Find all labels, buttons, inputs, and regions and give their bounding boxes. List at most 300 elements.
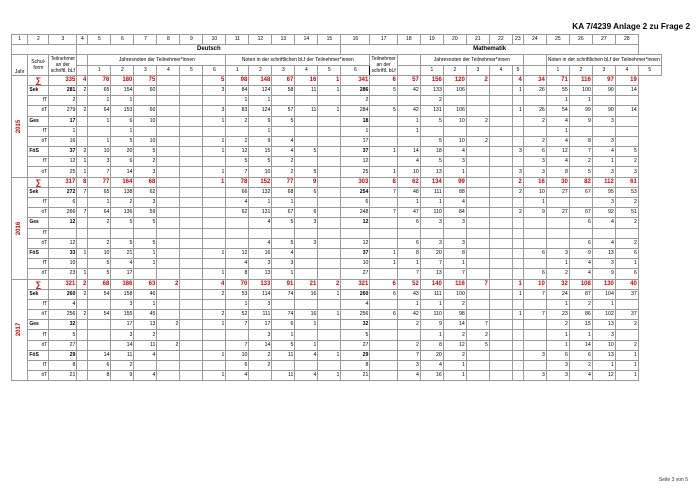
- value-cell: 7: [523, 310, 546, 320]
- value-cell: 1: [249, 198, 272, 208]
- value-cell: 14: [397, 147, 420, 157]
- value-cell: 1: [203, 136, 226, 146]
- value-cell: 6: [523, 269, 546, 279]
- value-cell: 2: [512, 177, 523, 187]
- value-cell: [157, 208, 180, 218]
- value-cell: [466, 147, 489, 157]
- value-cell: 8: [88, 371, 111, 381]
- value-cell: 12: [341, 157, 370, 167]
- value-cell: [466, 198, 489, 208]
- value-cell: 1: [512, 279, 523, 289]
- value-cell: 4: [272, 136, 295, 146]
- value-cell: [134, 126, 157, 136]
- value-cell: 6: [272, 320, 295, 330]
- value-cell: 9: [249, 116, 272, 126]
- value-cell: 272: [49, 187, 77, 197]
- value-cell: [420, 228, 443, 238]
- value-cell: 13: [592, 248, 615, 258]
- value-cell: [180, 75, 203, 85]
- value-cell: [318, 167, 341, 177]
- column-number: 25: [546, 35, 569, 45]
- value-cell: 1: [569, 96, 592, 106]
- value-cell: 5: [370, 85, 397, 95]
- value-cell: [157, 228, 180, 238]
- value-cell: [512, 136, 523, 146]
- value-cell: [203, 330, 226, 340]
- value-cell: 1: [318, 289, 341, 299]
- value-cell: 40: [615, 279, 638, 289]
- year-label: [12, 177, 28, 279]
- value-cell: 19: [615, 75, 638, 85]
- value-cell: 1: [203, 269, 226, 279]
- schulform-label: FöS: [28, 248, 49, 258]
- schulform-label: Ges: [28, 218, 49, 228]
- value-cell: 4: [592, 147, 615, 157]
- value-cell: [489, 75, 512, 85]
- value-cell: [180, 299, 203, 309]
- value-cell: [466, 238, 489, 248]
- value-cell: 42: [397, 106, 420, 116]
- value-cell: [523, 340, 546, 350]
- value-cell: [180, 320, 203, 330]
- value-cell: [203, 361, 226, 371]
- value-cell: 4: [134, 371, 157, 381]
- value-cell: [489, 85, 512, 95]
- value-cell: 6: [569, 218, 592, 228]
- value-cell: [512, 198, 523, 208]
- value-cell: [180, 96, 203, 106]
- value-cell: 1: [615, 350, 638, 360]
- value-cell: [318, 238, 341, 248]
- value-cell: 5: [226, 157, 249, 167]
- value-cell: 98: [226, 75, 249, 85]
- value-cell: [370, 198, 397, 208]
- value-cell: 1: [226, 96, 249, 106]
- value-cell: [203, 299, 226, 309]
- year-text: 2015: [16, 119, 23, 133]
- value-cell: [157, 116, 180, 126]
- value-cell: 1: [318, 85, 341, 95]
- value-cell: 1: [203, 320, 226, 330]
- value-cell: [370, 340, 397, 350]
- value-cell: [88, 228, 111, 238]
- grade-label: 1: [226, 65, 249, 75]
- value-cell: 4: [443, 147, 466, 157]
- value-cell: 14: [443, 320, 466, 330]
- value-cell: [512, 157, 523, 167]
- value-cell: 1: [397, 126, 420, 136]
- value-cell: [341, 228, 370, 238]
- value-cell: [512, 350, 523, 360]
- schulform-label: fT: [28, 361, 49, 371]
- value-cell: 13: [420, 167, 443, 177]
- value-cell: [592, 96, 615, 106]
- value-cell: 34: [523, 75, 546, 85]
- value-cell: [318, 157, 341, 167]
- value-cell: 154: [111, 85, 134, 95]
- value-cell: [88, 340, 111, 350]
- value-cell: 7: [466, 279, 489, 289]
- value-cell: 66: [226, 187, 249, 197]
- value-cell: 21: [111, 248, 134, 258]
- value-cell: [443, 228, 466, 238]
- value-cell: [157, 85, 180, 95]
- value-cell: 24: [546, 289, 569, 299]
- value-cell: 5: [134, 238, 157, 248]
- value-cell: [466, 187, 489, 197]
- value-cell: 98: [443, 310, 466, 320]
- value-cell: [443, 126, 466, 136]
- value-cell: 2: [443, 350, 466, 360]
- value-cell: [318, 320, 341, 330]
- column-number: 23: [512, 35, 523, 45]
- value-cell: 1: [420, 330, 443, 340]
- value-cell: [77, 198, 88, 208]
- value-cell: 37: [615, 310, 638, 320]
- value-cell: 1: [370, 259, 397, 269]
- value-cell: 6: [615, 248, 638, 258]
- column-number: 4: [77, 35, 88, 45]
- value-cell: 27: [546, 187, 569, 197]
- value-cell: 158: [111, 289, 134, 299]
- value-cell: 2: [466, 330, 489, 340]
- value-cell: 2: [88, 238, 111, 248]
- value-cell: 2: [546, 320, 569, 330]
- column-number: 10: [203, 35, 226, 45]
- value-cell: 65: [88, 85, 111, 95]
- sub-row: [12, 208, 662, 218]
- schulform-row: [12, 116, 662, 126]
- value-cell: 1: [370, 167, 397, 177]
- value-cell: [370, 330, 397, 340]
- schulform-label: öT: [28, 371, 49, 381]
- value-cell: 62: [397, 177, 420, 187]
- value-cell: 341: [341, 75, 370, 85]
- value-cell: 51: [615, 208, 638, 218]
- value-cell: 6: [111, 116, 134, 126]
- value-cell: [466, 106, 489, 116]
- sub-row: [12, 106, 662, 116]
- value-cell: 256: [49, 310, 77, 320]
- value-cell: 7: [77, 208, 88, 218]
- value-cell: 5: [111, 218, 134, 228]
- value-cell: 2: [249, 361, 272, 371]
- value-cell: [180, 238, 203, 248]
- value-cell: 2: [443, 330, 466, 340]
- value-cell: [180, 289, 203, 299]
- value-cell: [180, 310, 203, 320]
- value-cell: [523, 238, 546, 248]
- value-cell: 5: [420, 116, 443, 126]
- value-cell: 130: [592, 279, 615, 289]
- value-cell: 10: [443, 136, 466, 146]
- value-cell: 2: [569, 299, 592, 309]
- value-cell: 6: [546, 350, 569, 360]
- schulform-label: Sek: [28, 187, 49, 197]
- value-cell: [397, 96, 420, 106]
- value-cell: 1: [249, 126, 272, 136]
- value-cell: 3: [111, 330, 134, 340]
- value-cell: [226, 330, 249, 340]
- value-cell: 1: [77, 167, 88, 177]
- value-cell: 2: [77, 147, 88, 157]
- value-cell: 55: [546, 85, 569, 95]
- value-cell: 15: [569, 320, 592, 330]
- column-number: 19: [420, 35, 443, 45]
- value-cell: 4: [249, 218, 272, 228]
- value-cell: 8: [397, 248, 420, 258]
- value-cell: [523, 320, 546, 330]
- value-cell: 4: [546, 116, 569, 126]
- value-cell: [180, 361, 203, 371]
- value-cell: 9: [523, 208, 546, 218]
- value-cell: 75: [134, 75, 157, 85]
- value-cell: 2: [341, 96, 370, 106]
- value-cell: 3: [592, 167, 615, 177]
- value-cell: [77, 228, 88, 238]
- column-number-row: [12, 35, 662, 45]
- grade-label: 4: [489, 65, 512, 75]
- grade-label: 2: [249, 65, 272, 75]
- value-cell: [203, 218, 226, 228]
- sub-row: [12, 330, 662, 340]
- year-text: 2017: [16, 323, 23, 337]
- value-cell: [466, 299, 489, 309]
- value-cell: 7: [397, 350, 420, 360]
- grade-label: 2: [443, 65, 466, 75]
- value-cell: [77, 238, 88, 248]
- value-cell: [77, 126, 88, 136]
- value-cell: [203, 96, 226, 106]
- column-number: 16: [341, 35, 370, 45]
- value-cell: 2: [49, 96, 77, 106]
- sub-row: [12, 259, 662, 269]
- value-cell: 8: [226, 269, 249, 279]
- value-cell: [523, 259, 546, 269]
- value-cell: [489, 187, 512, 197]
- value-cell: [397, 136, 420, 146]
- value-cell: 2: [157, 279, 180, 289]
- value-cell: [88, 299, 111, 309]
- value-cell: 2: [77, 279, 88, 289]
- sub-row: [12, 361, 662, 371]
- sum-row: [12, 279, 662, 289]
- value-cell: [523, 96, 546, 106]
- value-cell: [318, 116, 341, 126]
- value-cell: 5: [272, 238, 295, 248]
- value-cell: 12: [49, 157, 77, 167]
- grade-label: 2: [111, 65, 134, 75]
- value-cell: 10: [397, 167, 420, 177]
- value-cell: 6: [615, 269, 638, 279]
- value-cell: 32: [49, 320, 77, 330]
- value-cell: 1: [569, 330, 592, 340]
- value-cell: 91: [272, 279, 295, 289]
- value-cell: 6: [569, 350, 592, 360]
- value-cell: 5: [111, 136, 134, 146]
- value-cell: 148: [249, 75, 272, 85]
- value-cell: 4: [203, 279, 226, 289]
- value-cell: 20: [420, 350, 443, 360]
- value-cell: 46: [134, 289, 157, 299]
- grade-label: 1: [420, 65, 443, 75]
- value-cell: [569, 198, 592, 208]
- value-cell: [489, 126, 512, 136]
- value-cell: 1: [88, 198, 111, 208]
- value-cell: 4: [397, 157, 420, 167]
- value-cell: [180, 126, 203, 136]
- grade-header-row: [12, 65, 662, 75]
- value-cell: 4: [295, 371, 318, 381]
- value-cell: [272, 361, 295, 371]
- value-cell: 10: [49, 259, 77, 269]
- value-cell: 16: [49, 136, 77, 146]
- value-cell: 47: [397, 208, 420, 218]
- value-cell: 61: [615, 177, 638, 187]
- value-cell: [512, 126, 523, 136]
- value-cell: [615, 116, 638, 126]
- value-cell: 13: [249, 269, 272, 279]
- value-cell: [318, 340, 341, 350]
- value-cell: [466, 85, 489, 95]
- value-cell: 17: [249, 320, 272, 330]
- value-cell: [489, 157, 512, 167]
- value-cell: 15: [249, 147, 272, 157]
- value-cell: [77, 116, 88, 126]
- value-cell: 42: [397, 310, 420, 320]
- value-cell: 1: [203, 177, 226, 187]
- value-cell: [466, 126, 489, 136]
- value-cell: 10: [88, 248, 111, 258]
- value-cell: 3: [397, 361, 420, 371]
- value-cell: 2: [157, 340, 180, 350]
- value-cell: 10: [592, 340, 615, 350]
- value-cell: 1: [88, 116, 111, 126]
- value-cell: 2: [569, 361, 592, 371]
- value-cell: 5: [49, 330, 77, 340]
- value-cell: 4: [272, 248, 295, 258]
- schulform-row: [12, 289, 662, 299]
- value-cell: 23: [49, 269, 77, 279]
- value-cell: 2: [249, 350, 272, 360]
- value-cell: 17: [111, 269, 134, 279]
- value-cell: 1: [203, 350, 226, 360]
- value-cell: 14: [88, 350, 111, 360]
- value-cell: 2: [111, 361, 134, 371]
- value-cell: 14: [249, 340, 272, 350]
- grade-label: 5: [180, 65, 203, 75]
- value-cell: 64: [88, 208, 111, 218]
- value-cell: 1: [77, 269, 88, 279]
- value-cell: 12: [341, 218, 370, 228]
- header-teilnehmer-ma: Teilnehmer an der schriftl. bLf: [371, 56, 396, 75]
- value-cell: [443, 96, 466, 106]
- value-cell: 186: [111, 279, 134, 289]
- value-cell: 21: [341, 371, 370, 381]
- value-cell: 5: [203, 75, 226, 85]
- value-cell: [295, 126, 318, 136]
- value-cell: 2: [203, 310, 226, 320]
- value-cell: 6: [397, 238, 420, 248]
- value-cell: [318, 208, 341, 218]
- value-cell: 53: [226, 289, 249, 299]
- value-cell: 1: [318, 371, 341, 381]
- value-cell: 87: [569, 289, 592, 299]
- value-cell: 100: [569, 85, 592, 95]
- value-cell: 1: [203, 167, 226, 177]
- value-cell: 74: [272, 310, 295, 320]
- sub-row: [12, 371, 662, 381]
- value-cell: 71: [546, 75, 569, 85]
- value-cell: 6: [111, 157, 134, 167]
- value-cell: 1: [134, 299, 157, 309]
- value-cell: 9: [569, 248, 592, 258]
- value-cell: [295, 259, 318, 269]
- value-cell: 84: [226, 85, 249, 95]
- value-cell: 11: [272, 350, 295, 360]
- value-cell: [180, 218, 203, 228]
- value-cell: 6: [523, 248, 546, 258]
- value-cell: [318, 218, 341, 228]
- value-cell: [523, 218, 546, 228]
- schulform-label: fT: [28, 330, 49, 340]
- value-cell: 27: [49, 340, 77, 350]
- value-cell: [512, 238, 523, 248]
- value-cell: 100: [443, 289, 466, 299]
- value-cell: 1: [592, 361, 615, 371]
- value-cell: 4: [49, 299, 77, 309]
- value-cell: [77, 218, 88, 228]
- value-cell: 60: [134, 85, 157, 95]
- value-cell: [512, 116, 523, 126]
- value-cell: 1: [272, 198, 295, 208]
- value-cell: 67: [272, 75, 295, 85]
- value-cell: 77: [88, 177, 111, 187]
- value-cell: [226, 218, 249, 228]
- value-cell: [546, 228, 569, 238]
- value-cell: [489, 106, 512, 116]
- value-cell: 2: [77, 310, 88, 320]
- value-cell: 21: [295, 279, 318, 289]
- value-cell: 4: [341, 299, 370, 309]
- value-cell: 67: [272, 208, 295, 218]
- value-cell: [466, 361, 489, 371]
- value-cell: [157, 259, 180, 269]
- value-cell: 45: [134, 310, 157, 320]
- value-cell: [203, 340, 226, 350]
- value-cell: 279: [49, 106, 77, 116]
- value-cell: 4: [111, 259, 134, 269]
- value-cell: 1: [443, 167, 466, 177]
- value-cell: 57: [272, 106, 295, 116]
- value-cell: [295, 330, 318, 340]
- value-cell: 10: [226, 350, 249, 360]
- value-cell: 3: [420, 238, 443, 248]
- value-cell: 3: [523, 157, 546, 167]
- header-noten-schr-ma: Noten in der schriftlichen bLf der Teilnehmer*innen: [546, 55, 661, 65]
- value-cell: 43: [397, 289, 420, 299]
- value-cell: 153: [111, 106, 134, 116]
- value-cell: 6: [49, 198, 77, 208]
- schulform-label: FöS: [28, 147, 49, 157]
- value-cell: 32: [546, 279, 569, 289]
- value-cell: 1: [249, 96, 272, 106]
- value-cell: [489, 310, 512, 320]
- value-cell: [466, 228, 489, 238]
- column-number: 26: [569, 35, 592, 45]
- value-cell: [370, 350, 397, 360]
- document-header: [0, 0, 700, 34]
